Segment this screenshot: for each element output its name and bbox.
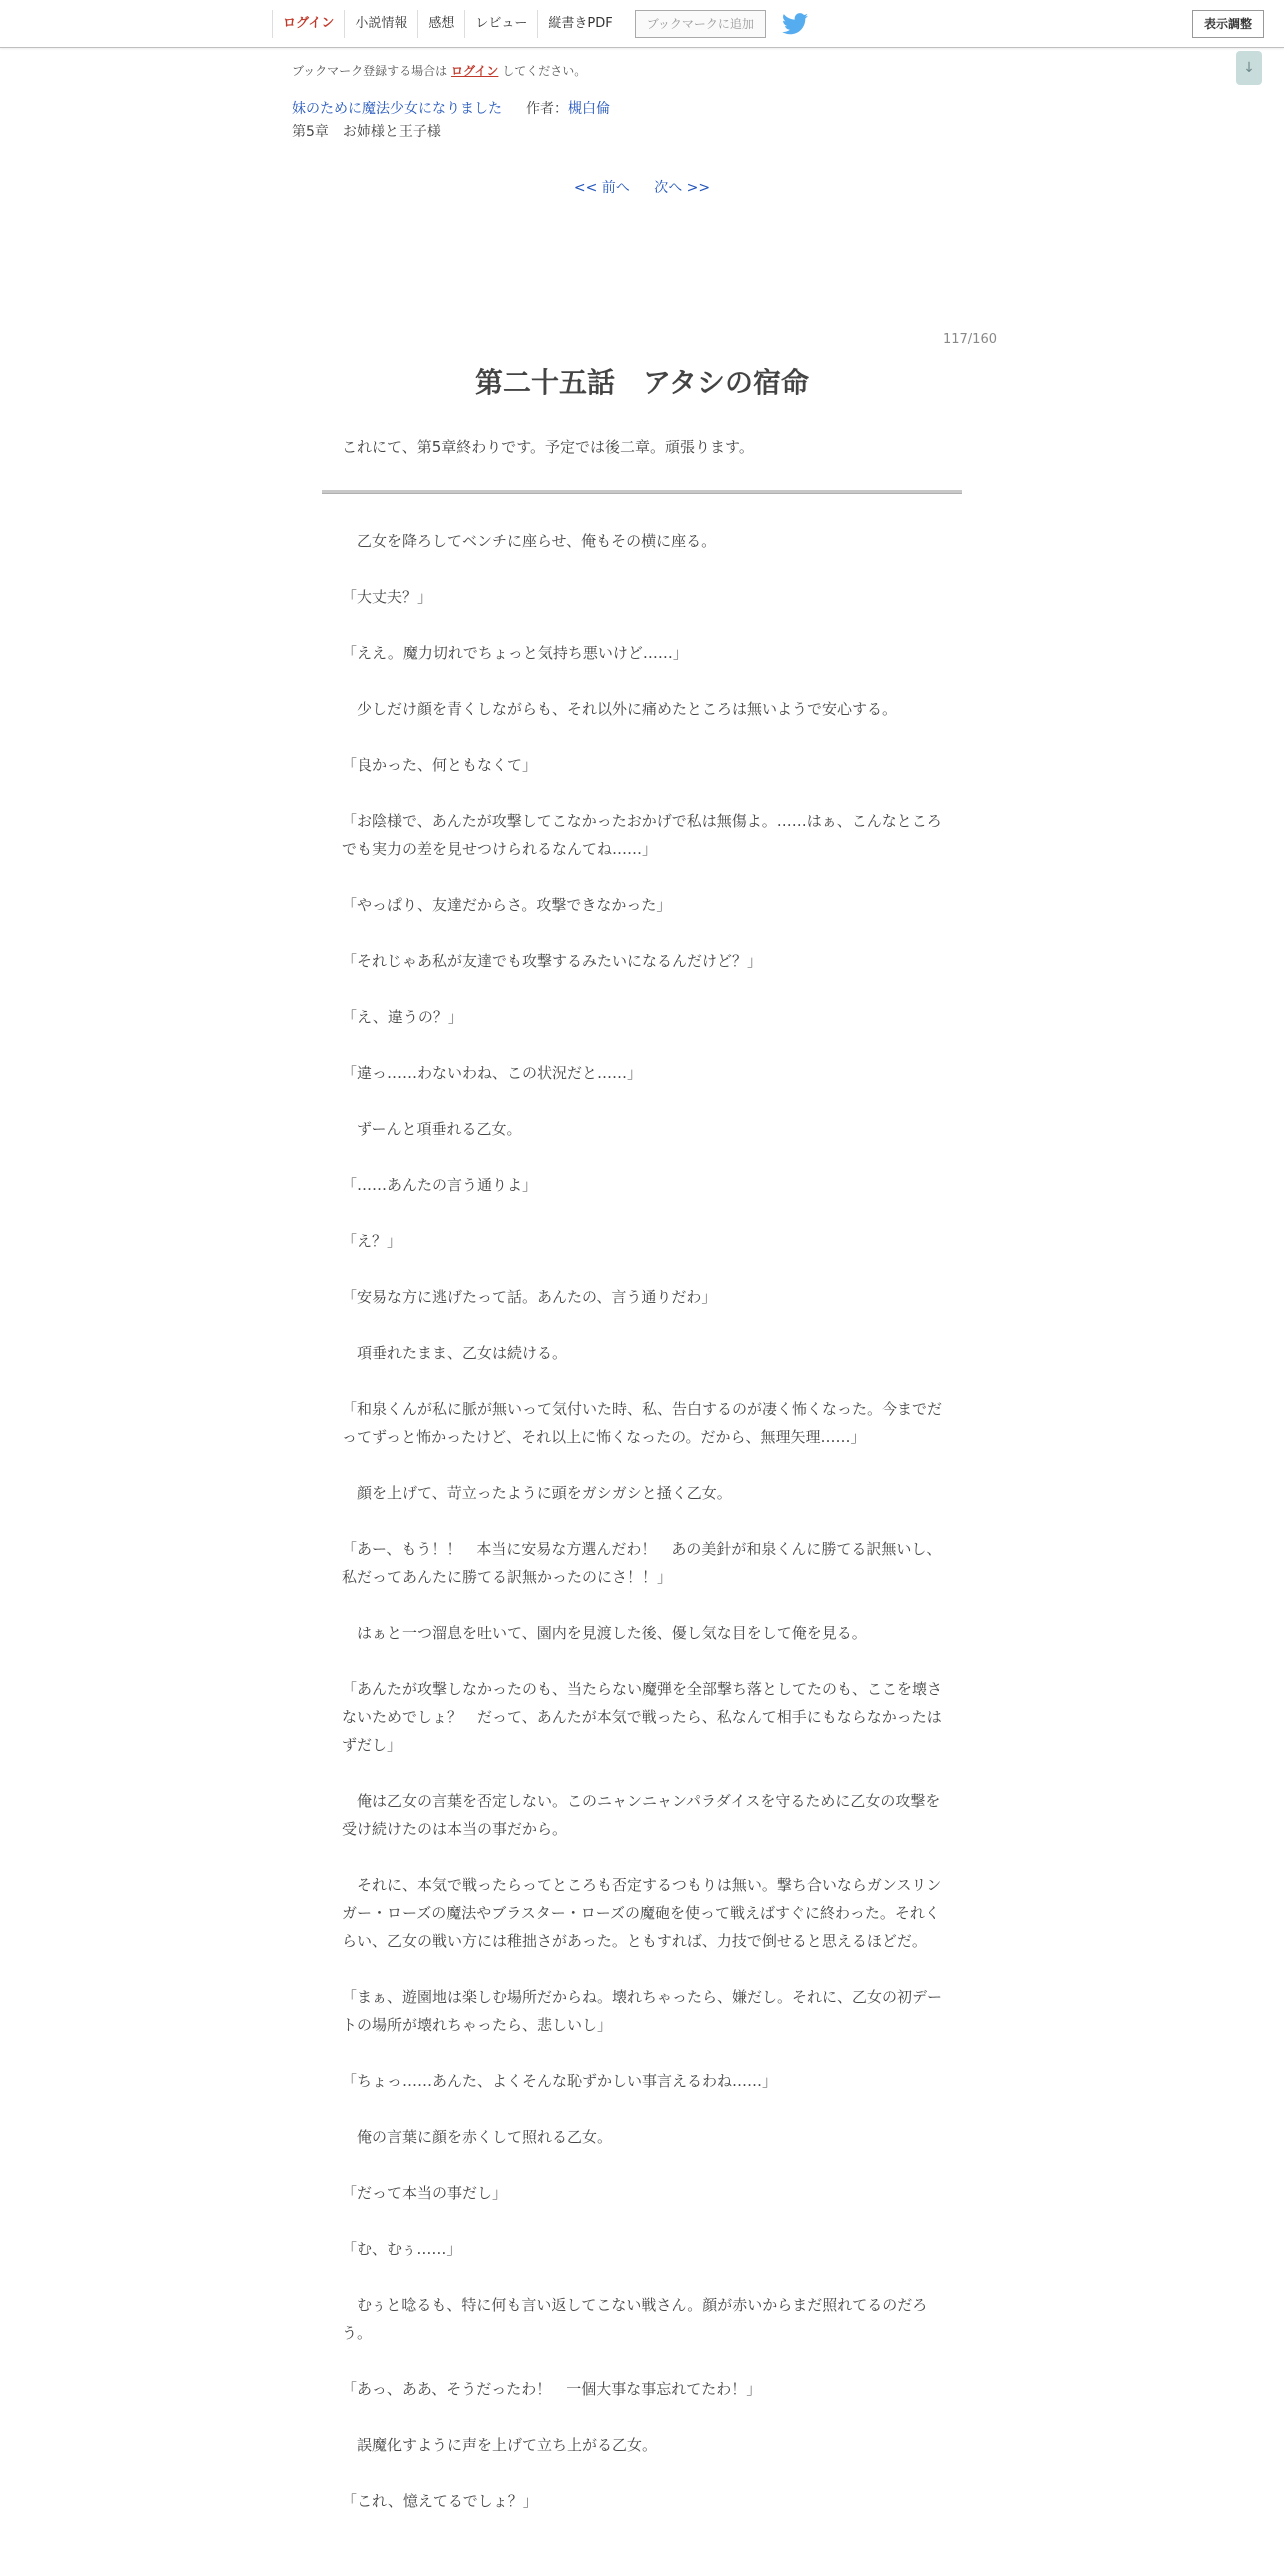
body-paragraph: 俺は乙女の言葉を否定しない。このニャンニャンパラダイスを守るために乙女の攻撃を受け続けたのは本当の事だから。 xyxy=(342,1792,941,1838)
body-paragraph: ずーんと項垂れる乙女。 xyxy=(342,1120,522,1138)
arrow-down-icon: ↓ xyxy=(1243,60,1255,76)
body-paragraph: 「あっ、ああ、そうだったわ！ 一個大事な事忘れてたわ！」 xyxy=(342,2380,762,2398)
nav-impressions[interactable]: 感想 xyxy=(417,10,464,38)
body-paragraph: 「和泉くんが私に脈が無いって気付いた時、私、告白するのが凄く怖くなった。今までだってずっと怖かったけど、それ以上に怖くなったの。だから、無理矢理……」 xyxy=(342,1400,943,1446)
body-paragraph: はぁと一つ溜息を吐いて、園内を見渡した後、優し気な目をして俺を見る。 xyxy=(342,1624,867,1642)
body-paragraph: 「ええ。魔力切れでちょっと気持ち悪いけど……」 xyxy=(342,644,688,662)
episode-title: 第二十五話 アタシの宿命 xyxy=(474,366,810,399)
body-paragraph: 「お陰様で、あんたが攻撃してこなかったおかげで私は無傷よ。……はぁ、こんなところでも実力の差を見せつけられるなんてね……」 xyxy=(342,812,942,858)
novel-title-link[interactable]: 妹のために魔法少女になりました xyxy=(292,101,502,117)
body-paragraph: 「安易な方に逃げたって話。あんたの、言う通りだわ」 xyxy=(342,1288,717,1306)
preface-divider xyxy=(322,490,962,494)
notice-login-link[interactable]: ログイン xyxy=(451,64,499,78)
body-paragraph: 「あー、もう！！ 本当に安易な方選んだわ！ あの美針が和泉くんに勝てる訳無いし、私だってあんたに勝てる訳無かったのにさ！！」 xyxy=(342,1540,942,1586)
site-header xyxy=(0,0,1284,48)
body-paragraph: 誤魔化すように声を上げて立ち上がる乙女。 xyxy=(342,2436,658,2454)
body-paragraph: 「良かった、何ともなくて」 xyxy=(342,756,538,774)
notice-prefix: ブックマーク登録する場合は xyxy=(292,64,448,78)
body-paragraph: 「だって本当の事だし」 xyxy=(342,2184,508,2202)
body-paragraph: むぅと唸るも、特に何も言い返してこない戦さん。顔が赤いからまだ照れてるのだろう。 xyxy=(342,2296,928,2342)
nav-login[interactable]: ログイン xyxy=(272,10,344,38)
nav-vertical-pdf[interactable]: 縦書きPDF xyxy=(537,10,622,38)
body-paragraph: 「え、違うの？」 xyxy=(342,1008,463,1026)
body-paragraph: 「大丈夫？」 xyxy=(342,588,433,606)
body-paragraph: 顔を上げて、苛立ったように頭をガシガシと掻く乙女。 xyxy=(342,1484,732,1502)
pager xyxy=(0,177,1284,197)
chapter-title: 第5章 お姉様と王子様 xyxy=(292,124,441,140)
body-paragraph: 「む、むぅ……」 xyxy=(342,2240,462,2258)
body-paragraph: 少しだけ顔を青くしながらも、それ以外に痛めたところは無いようで安心する。 xyxy=(342,700,898,718)
body-paragraph: 「え？」 xyxy=(342,1232,403,1250)
nav-novel-info[interactable]: 小説情報 xyxy=(344,10,417,38)
body-paragraph: 乙女を降ろしてベンチに座らせ、俺もその横に座る。 xyxy=(342,532,717,550)
author-link[interactable]: 槻白倫 xyxy=(568,101,610,117)
top-nav xyxy=(272,10,808,38)
body-paragraph: 「これ、憶えてるでしょ？」 xyxy=(342,2492,538,2510)
body-paragraph: それに、本気で戦ったらってところも否定するつもりは無い。撃ち合いならガンスリンガー・ローズの魔法やブラスター・ローズの魔砲を使って戦えばすぐに終わった。それくらい、乙女の戦い方には稚拙さがあった。ともすれば、力技で倒せると思えるほどだ。 xyxy=(342,1876,942,1950)
body-paragraph: 「それじゃあ私が友達でも攻撃するみたいになるんだけど？」 xyxy=(342,952,763,970)
body-paragraph: 俺の言葉に顔を赤くして照れる乙女。 xyxy=(342,2128,613,2146)
notice-suffix: してください。 xyxy=(502,64,587,78)
nav-review[interactable]: レビュー xyxy=(464,10,537,38)
next-page-link[interactable]: 次へ >> xyxy=(654,180,711,196)
body-paragraph: 「……あんたの言う通りよ」 xyxy=(342,1176,538,1194)
body-paragraph: 「まぁ、遊園地は楽しむ場所だからね。壊れちゃったら、嫌だし。それに、乙女の初デートの場所が壊れちゃったら、悲しいし」 xyxy=(342,1988,943,2034)
author-line xyxy=(526,98,610,118)
body-paragraph: 「違っ……わないわね、この状況だと……」 xyxy=(342,1064,643,1082)
prev-page-link[interactable]: << 前へ xyxy=(573,180,630,196)
twitter-icon[interactable] xyxy=(782,13,808,35)
body-paragraph: 「あんたが攻撃しなかったのも、当たらない魔弾を全部撃ち落としてたのも、ここを壊さないためでしょ？ だって、あんたが本気で戦ったら、私なんて相手にもならなかったはずだし」 xyxy=(342,1680,943,1754)
add-bookmark-button[interactable]: ブックマークに追加 xyxy=(635,10,766,38)
episode-body xyxy=(342,527,942,2543)
author-label: 作者： xyxy=(526,101,568,117)
page-count: 117/160 xyxy=(942,332,997,347)
display-settings-button[interactable]: 表示調整 xyxy=(1192,10,1264,38)
login-notice xyxy=(292,62,586,79)
body-paragraph: 「ちょっ……あんた、よくそんな恥ずかしい事言えるわね……」 xyxy=(342,2072,778,2090)
scroll-down-button[interactable] xyxy=(1236,51,1262,85)
body-paragraph: 項垂れたまま、乙女は続ける。 xyxy=(342,1344,568,1362)
body-paragraph: 「やっぱり、友達だからさ。攻撃できなかった」 xyxy=(342,896,672,914)
episode-preface: これにて、第5章終わりです。予定では後二章。頑張ります。 xyxy=(342,438,754,456)
